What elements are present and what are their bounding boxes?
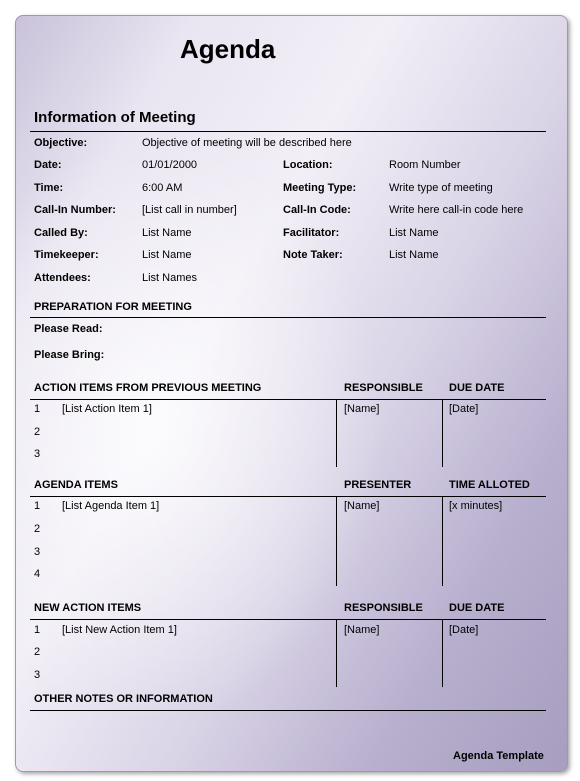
new-actions-heading: NEW ACTION ITEMS — [34, 602, 142, 614]
new-action-responsible: [Name] — [344, 624, 380, 636]
column-divider — [336, 399, 337, 467]
row-number: 2 — [34, 426, 41, 438]
objective-label: Objective: — [34, 137, 88, 149]
previous-action-due: [Date] — [449, 403, 479, 415]
previous-responsible-heading: RESPONSIBLE — [344, 382, 423, 394]
divider — [30, 317, 546, 318]
row-number: 1 — [34, 624, 41, 636]
presenter-heading: PRESENTER — [344, 479, 412, 491]
divider — [30, 496, 546, 497]
other-notes-heading: OTHER NOTES OR INFORMATION — [34, 693, 213, 705]
row-number: 2 — [34, 523, 41, 535]
meeting-type-label: Meeting Type: — [283, 182, 357, 194]
date-value: 01/01/2000 — [142, 159, 198, 171]
column-divider — [442, 619, 443, 687]
new-responsible-heading: RESPONSIBLE — [344, 602, 423, 614]
agenda-presenter: [Name] — [344, 500, 380, 512]
attendees-label: Attendees: — [34, 272, 91, 284]
please-bring-label: Please Bring: — [34, 349, 105, 361]
agenda-time: [x minutes] — [449, 500, 503, 512]
new-action-due: [Date] — [449, 624, 479, 636]
footer-label: Agenda Template — [453, 750, 544, 762]
callin-code-value: Write here call-in code here — [389, 204, 524, 216]
objective-value: Objective of meeting will be described here — [142, 137, 352, 149]
previous-actions-heading: ACTION ITEMS FROM PREVIOUS MEETING — [34, 382, 262, 394]
date-label: Date: — [34, 159, 62, 171]
time-label: Time: — [34, 182, 64, 194]
location-value: Room Number — [389, 159, 461, 171]
facilitator-label: Facilitator: — [283, 227, 340, 239]
info-heading: Information of Meeting — [34, 109, 196, 126]
agenda-item: [List Agenda Item 1] — [62, 500, 160, 512]
callin-number-value: [List call in number] — [142, 204, 237, 216]
please-read-label: Please Read: — [34, 323, 103, 335]
agenda-items-heading: AGENDA ITEMS — [34, 479, 118, 491]
row-number: 3 — [34, 546, 41, 558]
previous-action-responsible: [Name] — [344, 403, 380, 415]
attendees-value: List Names — [142, 272, 198, 284]
divider — [30, 131, 546, 132]
agenda-page — [15, 15, 568, 772]
callin-code-label: Call-In Code: — [283, 204, 351, 216]
note-taker-value: List Name — [389, 249, 439, 261]
called-by-value: List Name — [142, 227, 192, 239]
location-label: Location: — [283, 159, 333, 171]
meeting-type-value: Write type of meeting — [389, 182, 493, 194]
callin-number-label: Call-In Number: — [34, 204, 116, 216]
previous-due-heading: DUE DATE — [449, 382, 505, 394]
row-number: 3 — [34, 448, 41, 460]
column-divider — [442, 496, 443, 586]
called-by-label: Called By: — [34, 227, 88, 239]
column-divider — [442, 399, 443, 467]
row-number: 4 — [34, 568, 41, 580]
row-number: 3 — [34, 669, 41, 681]
timekeeper-label: Timekeeper: — [34, 249, 99, 261]
previous-action-item: [List Action Item 1] — [62, 403, 152, 415]
row-number: 1 — [34, 403, 41, 415]
facilitator-value: List Name — [389, 227, 439, 239]
column-divider — [336, 496, 337, 586]
new-due-heading: DUE DATE — [449, 602, 505, 614]
page-title: Agenda — [180, 34, 276, 64]
column-divider — [336, 619, 337, 687]
row-number: 2 — [34, 646, 41, 658]
divider — [30, 619, 546, 620]
time-value: 6:00 AM — [142, 182, 183, 194]
time-alloted-heading: TIME ALLOTED — [449, 479, 530, 491]
row-number: 1 — [34, 500, 41, 512]
divider — [30, 710, 546, 711]
timekeeper-value: List Name — [142, 249, 192, 261]
new-action-item: [List New Action Item 1] — [62, 624, 177, 636]
note-taker-label: Note Taker: — [283, 249, 343, 261]
divider — [30, 399, 546, 400]
preparation-heading: PREPARATION FOR MEETING — [34, 301, 192, 313]
